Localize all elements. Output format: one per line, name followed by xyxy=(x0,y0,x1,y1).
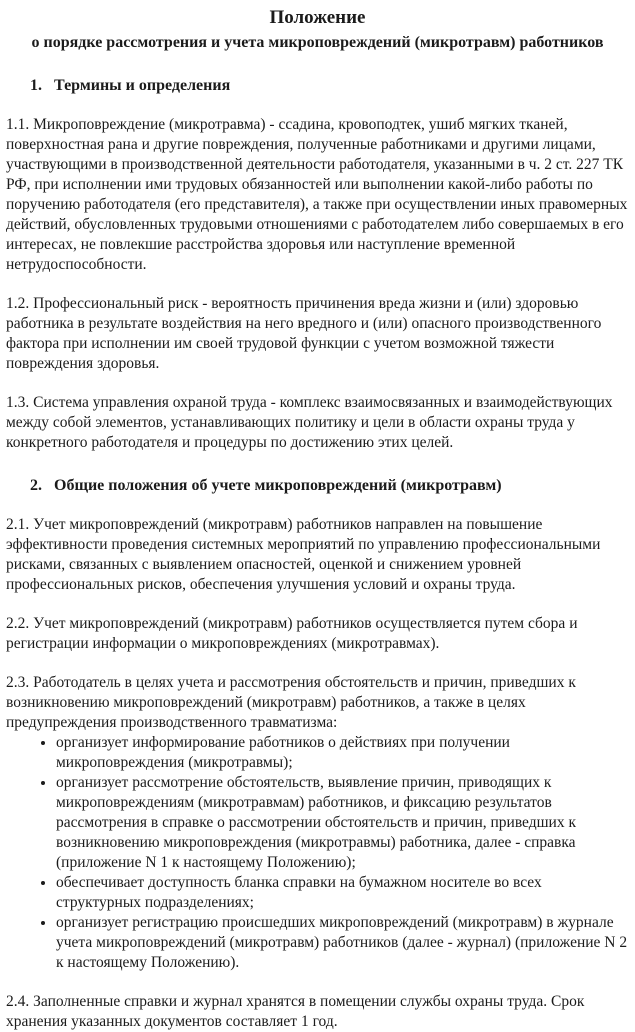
paragraph-2-4: 2.4. Заполненные справки и журнал хранятся в помещении службы охраны труда. Срок хранения указанных документов составляет 1 год. xyxy=(6,993,585,1030)
section-heading-text: Общие положения об учете микроповреждений (микротравм) xyxy=(54,477,502,494)
list-item: • обеспечивает доступность бланка справки на бумажном носителе во всех структурных подразделениях; xyxy=(56,873,629,913)
list-item: • организует регистрацию происшедших микроповреждений (микротравм) в журнале учета микроповреждений (микротравм) работников (далее - журнал) (приложение N 2 к настоящему Положению). xyxy=(56,913,629,973)
section-heading xyxy=(30,475,629,496)
employer-duties-list xyxy=(6,733,629,973)
section-number: 2. xyxy=(30,477,42,494)
paragraph-1-1: 1.1. Микроповреждение (микротравма) - ссадина, кровоподтек, ушиб мягких тканей, поверхностная рана и другие повреждения, полученные работниками и другими лицами, участвующими в производственной деятельности работодателя, указанными в ч. 2 ст. 227 ТК РФ, при исполнении ими трудовых обязанностей или выполнении какой-либо работы по поручению работодателя (его представителя), а также при осуществлении иных правомерных действий, обусловленных трудовыми отношениями с работодателем либо совершаемых в его интересах, не повлекшие расстройства здоровья или наступление временной нетрудоспособности. xyxy=(6,116,628,273)
paragraph-1-2: 1.2. Профессиональный риск - вероятность причинения вреда жизни и (или) здоровью работника в результате воздействия на него вредного и (или) опасного производственного фактора при исполнении им своей трудовой функции с учетом возможной тяжести повреждения здоровья. xyxy=(6,295,602,372)
list-item: • организует информирование работников о действиях при получении микроповреждения (микротравмы); xyxy=(56,733,629,773)
paragraph-2-2: 2.2. Учет микроповреждений (микротравм) работников осуществляется путем сбора и регистрации информации о микроповреждениях (микротравмах). xyxy=(6,615,578,652)
section-heading-text: Термины и определения xyxy=(54,77,231,94)
section-terms xyxy=(6,75,629,453)
section-number: 1. xyxy=(30,77,42,94)
section-general-provisions xyxy=(6,475,629,1032)
document-subtitle: о порядке рассмотрения и учета микроповреждений (микротравм) работников xyxy=(31,34,604,51)
document-title: Положение xyxy=(269,7,366,28)
list-item: • организует рассмотрение обстоятельств, выявление причин, приводящих к микроповреждениям (микротравмам) работников, и фиксацию результатов рассмотрения в справке о рассмотрении обстоятельств и причин, приведших к возникновению микроповреждения (микротравмы) работника, далее - справка (приложение N 1 к настоящему Положению); xyxy=(56,773,629,873)
paragraph-2-3: 2.3. Работодатель в целях учета и рассмотрения обстоятельств и причин, приведших к возникновению микроповреждений (микротравм) работников, а также в целях предупреждения производственного травматизма: xyxy=(6,674,576,731)
section-heading xyxy=(30,75,629,96)
paragraph-1-3: 1.3. Система управления охраной труда - комплекс взаимосвязанных и взаимодействующих между собой элементов, устанавливающих политику и цели в области охраны труда у конкретного работодателя и процедуры по достижению этих целей. xyxy=(6,394,613,451)
paragraph-2-1: 2.1. Учет микроповреждений (микротравм) работников направлен на повышение эффективности проведения системных мероприятий по управлению профессиональными рисками, связанных с выявлением опасностей, оценкой и снижением уровней профессиональных рисков, обеспечения улучшения условий и охраны труда. xyxy=(6,516,601,593)
